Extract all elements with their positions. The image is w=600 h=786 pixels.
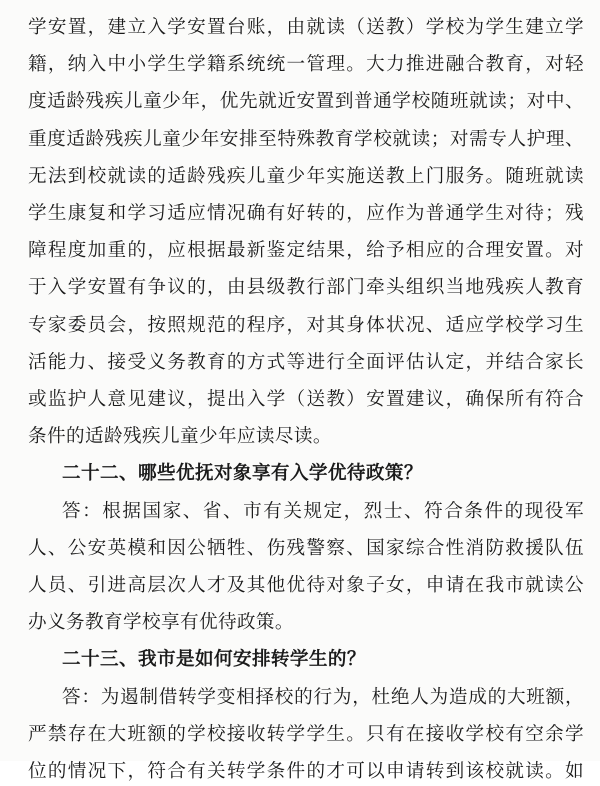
paragraph-line: 重度适龄残疾儿童少年安排至特殊教育学校就读；对需专人护理、 bbox=[28, 128, 584, 150]
section-heading-23: 二十三、我市是如何安排转学生的？ bbox=[62, 649, 366, 671]
answer-line: 办义务教育学校享有优待政策。 bbox=[28, 612, 294, 634]
paragraph-line: 专家委员会，按照规范的程序，对其身体状况、适应学校学习生 bbox=[28, 314, 584, 336]
paragraph-line: 学生康复和学习适应情况确有好转的，应作为普通学生对待；残 bbox=[28, 203, 584, 224]
paragraph-line: 籍，纳入中小学生学籍系统统一管理。大力推进融合教育，对轻 bbox=[28, 54, 584, 76]
paragraph-line: 障程度加重的，应根据最新鉴定结果，给予相应的合理安置。对 bbox=[28, 240, 584, 262]
paragraph-line: 活能力、接受义务教育的方式等进行全面评估认定，并结合家长 bbox=[28, 351, 584, 373]
paragraph-line: 无法到校就读的适龄残疾儿童少年实施送教上门服务。随班就读 bbox=[28, 165, 584, 187]
answer-line: 严禁存在大班额的学校接收转学学生。只有在接收学校有空余学 bbox=[28, 723, 584, 745]
answer-line: 人、公安英模和因公牺牲、伤残警察、国家综合性消防救援队伍 bbox=[28, 537, 584, 559]
paragraph-line: 条件的适龄残疾儿童少年应读尽读。 bbox=[28, 426, 332, 448]
answer-line: 答：为遏制借转学变相择校的行为，杜绝人为造成的大班额， bbox=[62, 686, 584, 708]
paragraph-line: 或监护人意见建议，提出入学（送教）安置建议，确保所有符合 bbox=[28, 389, 584, 410]
paragraph-line: 度适龄残疾儿童少年，优先就近安置到普通学校随班就读；对中、 bbox=[28, 91, 584, 113]
answer-line: 人员、引进高层次人才及其他优待对象子女，申请在我市就读公 bbox=[28, 575, 584, 596]
answer-line: 位的情况下，符合有关转学条件的才可以申请转到该校就读。如 bbox=[28, 761, 584, 782]
section-heading-22: 二十二、哪些优抚对象享有入学优待政策？ bbox=[62, 463, 423, 485]
paragraph-line: 学安置，建立入学安置台账，由就读（送教）学校为学生建立学 bbox=[28, 17, 584, 38]
paragraph-line: 于入学安置有争议的，由县级教行部门牵头组织当地残疾人教育 bbox=[28, 277, 584, 299]
answer-line: 答：根据国家、省、市有关规定，烈士、符合条件的现役军 bbox=[62, 500, 584, 522]
